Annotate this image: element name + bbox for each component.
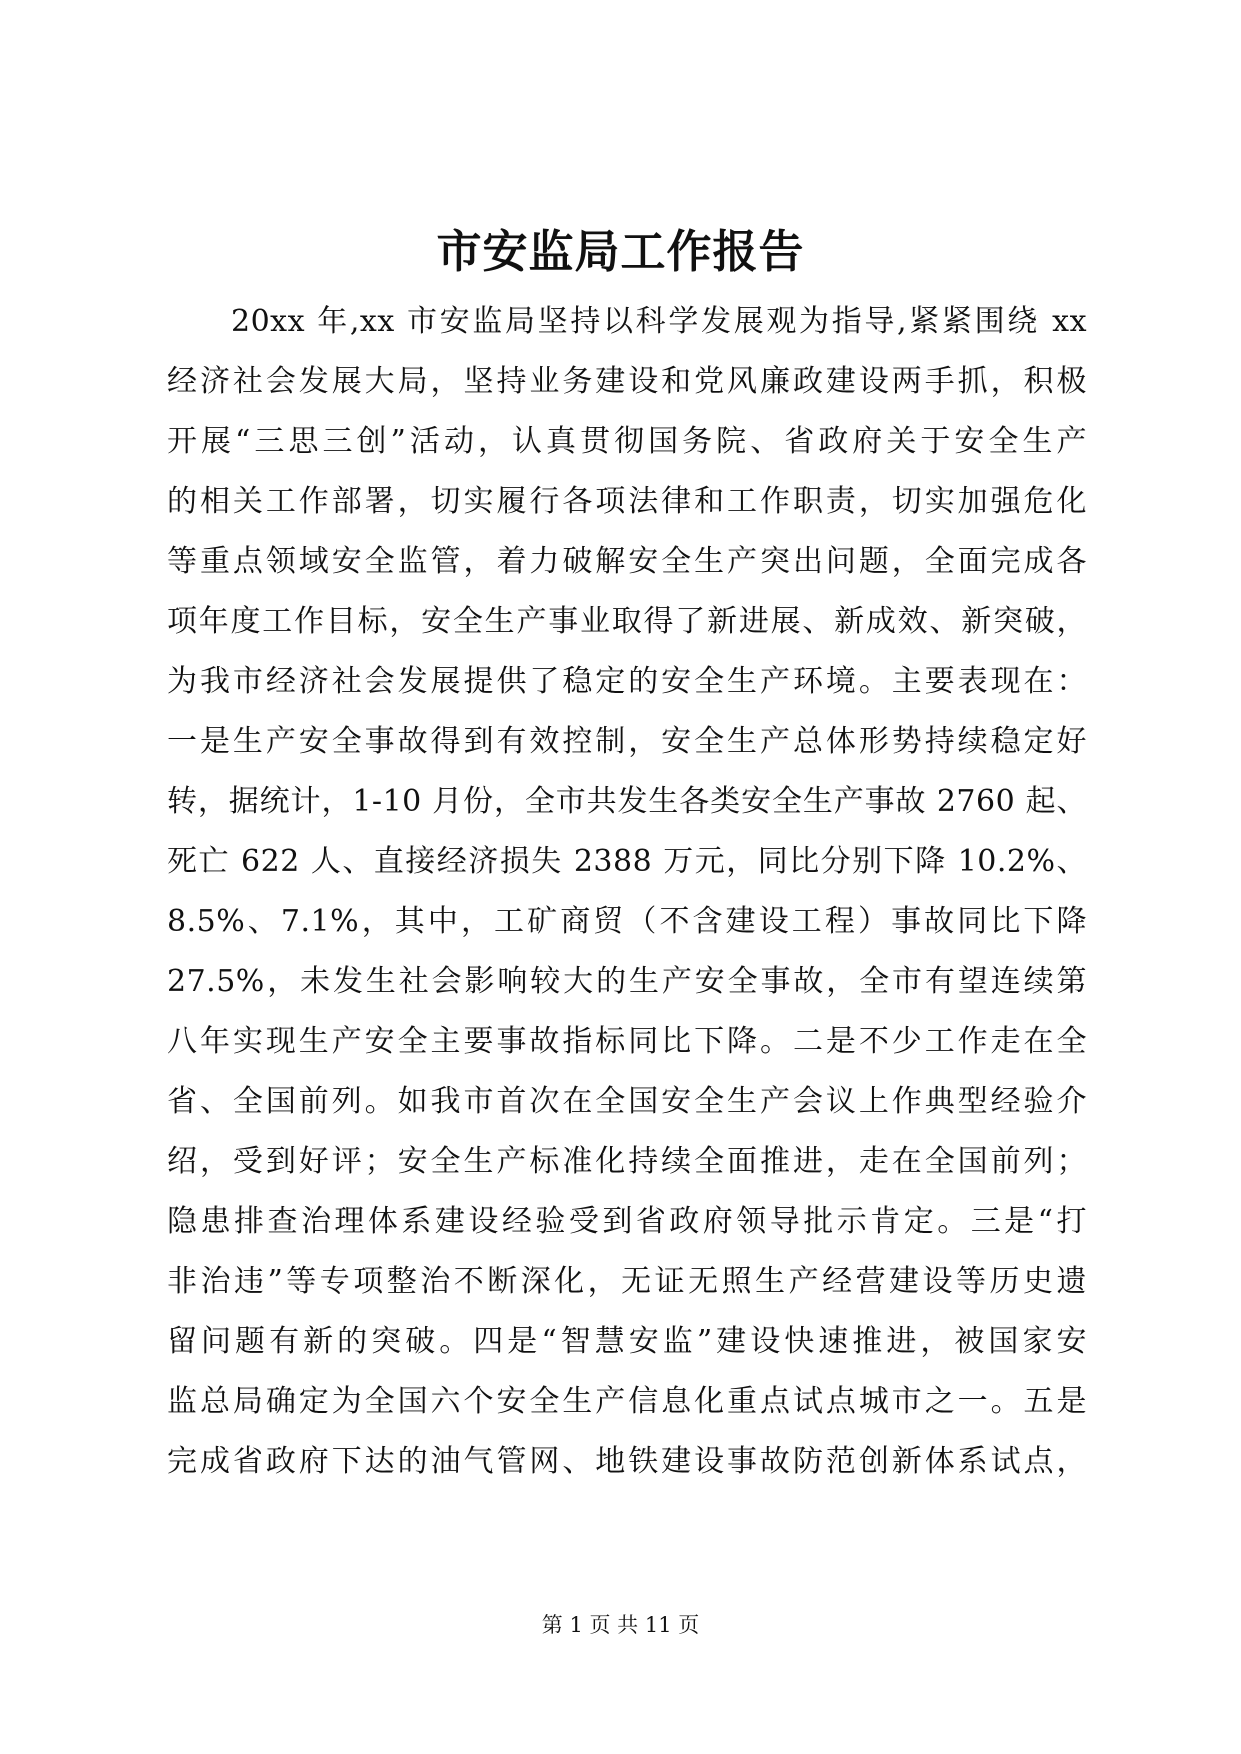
paragraph-line: 完成省政府下达的油气管网、地铁建设事故防范创新体系试点， [167, 1444, 1087, 1479]
page-number: 第 1 页 共 11 页 [541, 1613, 700, 1637]
paragraph-line: 省、全国前列。如我市首次在全国安全生产会议上作典型经验介 [167, 1084, 1087, 1119]
paragraph-line: 经济社会发展大局，坚持业务建设和党风廉政建设两手抓，积极 [167, 364, 1087, 399]
paragraph-line: 等重点领域安全监管，着力破解安全生产突出问题，全面完成各 [167, 544, 1087, 579]
paragraph-line: 留问题有新的突破。四是“智慧安监”建设快速推进，被国家安 [167, 1324, 1087, 1359]
paragraph-line: 隐患排查治理体系建设经验受到省政府领导批示肯定。三是“打 [167, 1204, 1087, 1239]
paragraph-line: 监总局确定为全国六个安全生产信息化重点试点城市之一。五是 [167, 1384, 1087, 1419]
paragraph-line: 8.5%、7.1%，其中，工矿商贸（不含建设工程）事故同比下降 [167, 904, 1087, 939]
body-paragraph [167, 292, 1087, 1492]
paragraph-line: 为我市经济社会发展提供了稳定的安全生产环境。主要表现在： [167, 664, 1087, 699]
paragraph-line: 死亡 622 人、直接经济损失 2388 万元，同比分别下降 10.2%、 [167, 844, 1087, 879]
paragraph-line: 的相关工作部署，切实履行各项法律和工作职责，切实加强危化 [167, 484, 1087, 519]
paragraph-line: 开展“三思三创”活动，认真贯彻国务院、省政府关于安全生产 [167, 424, 1087, 459]
paragraph-line: 转，据统计，1-10 月份，全市共发生各类安全生产事故 2760 起、 [167, 784, 1087, 819]
page-title: 市安监局工作报告 [436, 225, 805, 278]
paragraph-line: 绍，受到好评；安全生产标准化持续全面推进，走在全国前列； [167, 1144, 1087, 1179]
paragraph-line: 27.5%，未发生社会影响较大的生产安全事故，全市有望连续第 [167, 964, 1087, 999]
paragraph-line: 20xx 年,xx 市安监局坚持以科学发展观为指导,紧紧围绕 xx [231, 304, 1087, 339]
paragraph-line: 一是生产安全事故得到有效控制，安全生产总体形势持续稳定好 [167, 724, 1087, 759]
paragraph-line: 八年实现生产安全主要事故指标同比下降。二是不少工作走在全 [167, 1024, 1087, 1059]
paragraph-line: 非治违”等专项整治不断深化，无证无照生产经营建设等历史遗 [167, 1264, 1087, 1299]
paragraph-line: 项年度工作目标，安全生产事业取得了新进展、新成效、新突破， [167, 604, 1087, 639]
